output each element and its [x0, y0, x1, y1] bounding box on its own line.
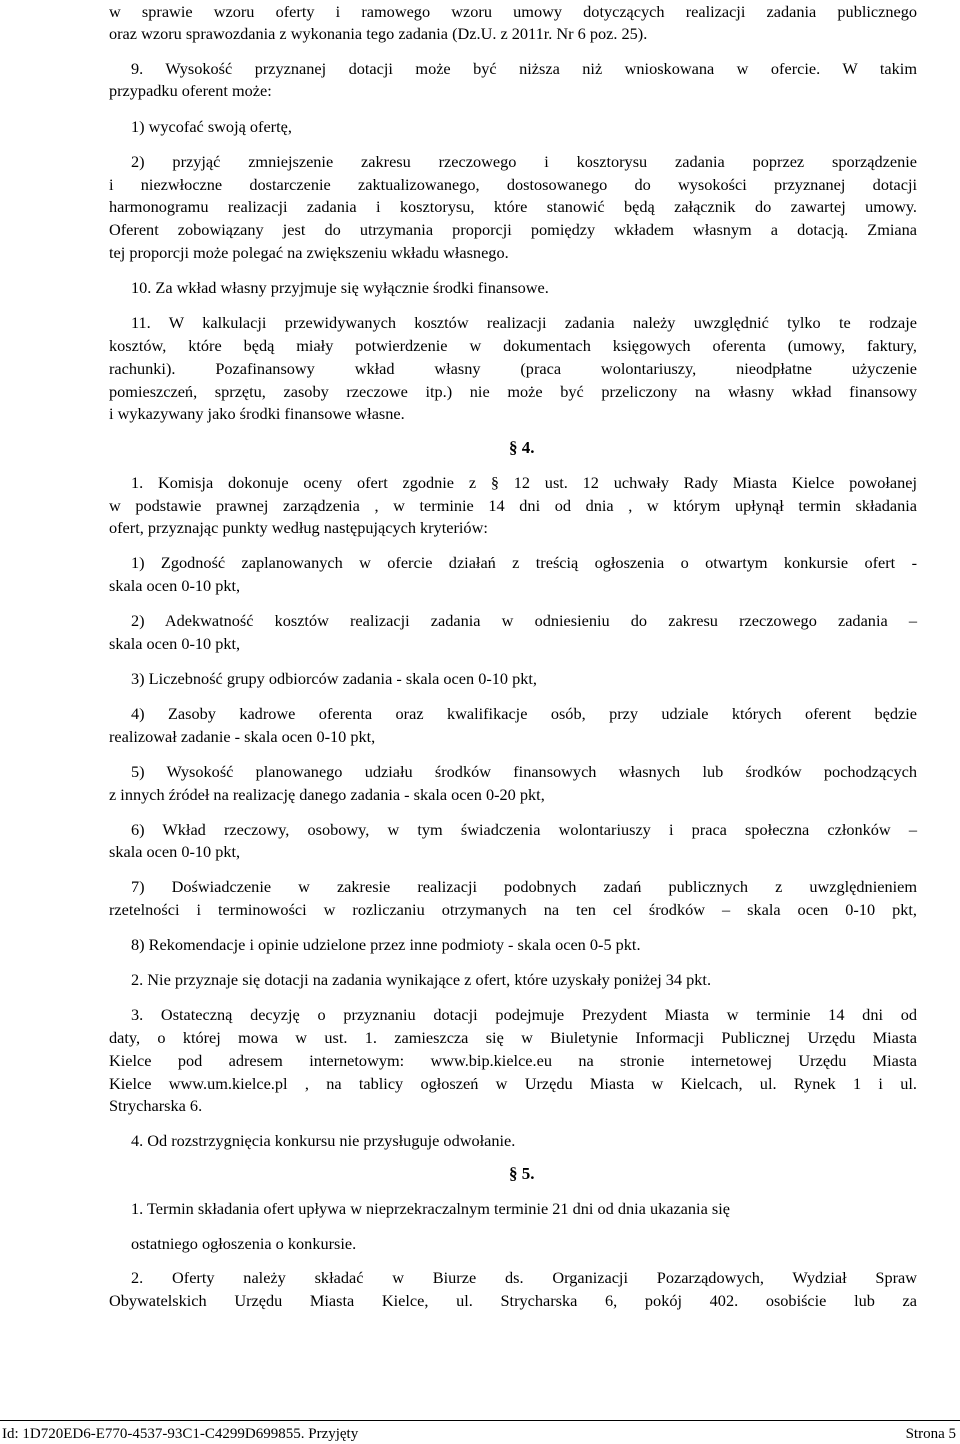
- text-line: 1) wycofać swoją ofertę,: [131, 117, 292, 136]
- text-line: Kielce pod adresem internetowym: www.bip.kielce.eu na stronie internetowej Urzędu Miasta: [109, 1051, 917, 1070]
- text-line: ofert, przyznając punkty według następujących kryteriów:: [109, 518, 488, 537]
- text-line: oraz wzoru sprawozdania z wykonania tego zadania (Dz.U. z 2011r. Nr 6 poz. 25).: [109, 24, 648, 43]
- text-line: 5) Wysokość planowanego udziału środków finansowych własnych lub środków pochodzących: [131, 762, 917, 781]
- section-heading: § 5.: [509, 1164, 535, 1183]
- text-line: skala ocen 0-10 pkt,: [109, 576, 241, 595]
- text-line: tej proporcji może polegać na zwiększeniu wkładu własnego.: [109, 243, 509, 262]
- text-line: 10. Za wkład własny przyjmuje się wyłącznie środki finansowe.: [131, 278, 549, 297]
- text-line: Obywatelskich Urzędu Miasta Kielce, ul. Strycharska 6, pokój 402. osobiście lub za: [109, 1291, 917, 1310]
- text-line: 1. Komisja dokonuje oceny ofert zgodnie z § 12 ust. 12 uchwały Rady Miasta Kielce powołanej: [131, 473, 917, 492]
- footer-document-id: Id: 1D720ED6-E770-4537-93C1-C4299D699855. Przyjęty: [2, 1426, 359, 1442]
- text-line: i niezwłoczne dostarczenie zaktualizowanego, dostosowanego do wysokości przyznanej dotacji: [109, 175, 917, 194]
- text-line: 4. Od rozstrzygnięcia konkursu nie przysługuje odwołanie.: [131, 1131, 516, 1150]
- footer-page-number: Strona 5: [905, 1426, 956, 1442]
- text-line: harmonogramu realizacji zadania i kosztorysu, które stanowić będą załącznik do zawartej umowy.: [109, 197, 917, 216]
- text-line: Strycharska 6.: [109, 1096, 203, 1115]
- text-line: 4) Zasoby kadrowe oferenta oraz kwalifikacje osób, przy udziale których oferent będzie: [131, 704, 917, 723]
- text-line: pomieszczeń, sprzętu, zasoby rzeczowe itp.) nie może być przeliczony na własny wkład finansowy: [109, 382, 917, 401]
- text-line: 3) Liczebność grupy odbiorców zadania - skala ocen 0-10 pkt,: [131, 669, 537, 688]
- text-line: 8) Rekomendacje i opinie udzielone przez inne podmioty - skala ocen 0-5 pkt.: [131, 935, 641, 954]
- text-line: rzetelności i terminowości w rozliczaniu otrzymanych na ten cel środków – skala ocen 0-10 pkt,: [109, 900, 917, 919]
- text-line: 11. W kalkulacji przewidywanych kosztów realizacji zadania należy uwzględnić tylko te rodzaje: [131, 313, 917, 332]
- text-line: rachunki). Pozafinansowy wkład własny (praca wolontariuszy, nieodpłatne użyczenie: [109, 359, 917, 378]
- text-line: i wykazywany jako środki finansowe własne.: [109, 404, 405, 423]
- text-line: 9. Wysokość przyznanej dotacji może być niższa niż wnioskowana w ofercie. W takim: [131, 59, 917, 78]
- section-heading: § 4.: [509, 438, 535, 457]
- text-line: daty, o której mowa w ust. 1. zamieszcza się w Biuletynie Informacji Publicznej Urzędu Miasta: [109, 1028, 917, 1047]
- text-line: skala ocen 0-10 pkt,: [109, 842, 241, 861]
- text-line: ostatniego ogłoszenia o konkursie.: [131, 1234, 357, 1253]
- text-line: 6) Wkład rzeczowy, osobowy, w tym świadczenia wolontariuszy i praca społeczna członków –: [131, 820, 917, 839]
- text-line: Oferent zobowiązany jest do utrzymania proporcji pomiędzy wkładem własnym a dotacją. Zmiana: [109, 220, 917, 239]
- text-line: realizował zadanie - skala ocen 0-10 pkt,: [109, 727, 376, 746]
- text-line: w sprawie wzoru oferty i ramowego wzoru umowy dotyczących realizacji zadania publicznego: [109, 2, 917, 21]
- text-line: w podstawie prawnej zarządzenia , w terminie 14 dni od dnia , w którym upłynął termin składania: [109, 496, 917, 515]
- text-line: przypadku oferent może:: [109, 81, 272, 100]
- text-line: 3. Ostateczną decyzję o przyznaniu dotacji podejmuje Prezydent Miasta w terminie 14 dni od: [131, 1005, 917, 1024]
- text-line: Kielce www.um.kielce.pl , na tablicy ogłoszeń w Urzędu Miasta w Kielcach, ul. Rynek 1 i ul.: [109, 1074, 917, 1093]
- footer-divider: [0, 1420, 960, 1421]
- text-line: z innych źródeł na realizację danego zadania - skala ocen 0-20 pkt,: [109, 785, 545, 804]
- text-line: 1. Termin składania ofert upływa w nieprzekraczalnym terminie 21 dni od dnia ukazania się: [131, 1199, 730, 1218]
- text-line: kosztów, które będą miały potwierdzenie w dokumentach księgowych oferenta (umowy, faktury,: [109, 336, 917, 355]
- text-line: 2) przyjąć zmniejszenie zakresu rzeczowego i kosztorysu zadania poprzez sporządzenie: [131, 152, 917, 171]
- text-line: 7) Doświadczenie w zakresie realizacji podobnych zadań publicznych z uwzględnieniem: [131, 877, 917, 896]
- text-line: 1) Zgodność zaplanowanych w ofercie działań z treścią ogłoszenia o otwartym konkursie ofert -: [131, 553, 917, 572]
- text-line: skala ocen 0-10 pkt,: [109, 634, 241, 653]
- text-line: 2. Nie przyznaje się dotacji na zadania wynikające z ofert, które uzyskały poniżej 34 pkt.: [131, 970, 712, 989]
- text-line: 2) Adekwatność kosztów realizacji zadania w odniesieniu do zakresu rzeczowego zadania –: [131, 611, 917, 630]
- text-line: 2. Oferty należy składać w Biurze ds. Organizacji Pozarządowych, Wydział Spraw: [131, 1268, 917, 1287]
